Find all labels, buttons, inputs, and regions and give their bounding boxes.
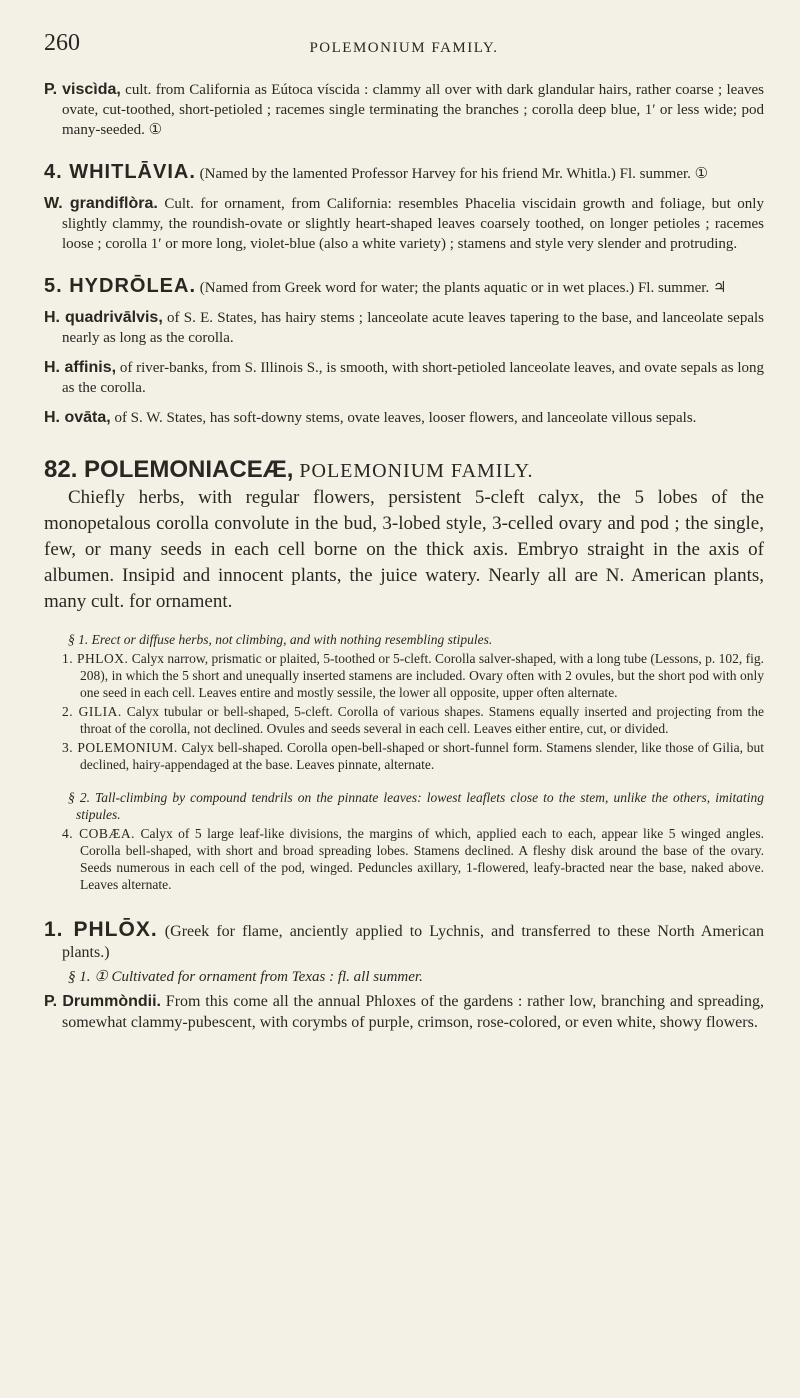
species-entry: P. viscìda, cult. from California as Eútoca víscida : clammy all over with dark glandular hairs, rather coarse ; leaves ovate, cut-toothed, short-petioled ; racemes single terminating the branches ; corolla deep blue, 1′ or less wide; pod many-seeded. ① xyxy=(44,81,764,138)
key-item: 1. PHLOX. Calyx narrow, prismatic or plaited, 5-toothed or 5-cleft. Corolla salver-shaped, with a long tube (Lessons, p. 102, fig. 208), in which the 5 short and unequally inserted stamens are included. Ovary often with 2 ovules, but the short pod with only one seed in each cell. Leaves entire and mostly sessile, the lower all opposite, upper often alternate. xyxy=(62,651,764,700)
species-entry: H. ovāta, of S. W. States, has soft-downy stems, ovate leaves, looser flowers, and lanceolate villous sepals. xyxy=(44,409,697,426)
genus-entry-whitlavia: 4. WHITLĀVIA. (Named by the lamented Professor Harvey for his friend Mr. Whitla.) Fl. summer. ① xyxy=(44,161,709,183)
key-item: 3. POLEMONIUM. Calyx bell-shaped. Corolla open-bell-shaped or short-funnel form. Stamens slender, like those of Gilia, but declined, hairy-appendaged at the base. Leaves pinnate, alternate. xyxy=(62,740,764,772)
species-entry: P. Drummòndii. From this come all the annual Phloxes of the gardens : rather low, branching and spreading, somewhat clammy-pubescent, with corymbs of purple, crimson, rose-colored, or even white, showy flowers. xyxy=(44,993,764,1031)
page-number: 260 xyxy=(44,30,80,56)
running-title: POLEMONIUM FAMILY. xyxy=(309,40,499,56)
page xyxy=(44,26,764,1033)
key-section: § 2. Tall-climbing by compound tendrils on the pinnate leaves: lowest leaflets close to the stem, unlike the others, imitating stipules. xyxy=(68,790,764,822)
genera-key xyxy=(44,631,764,893)
phlox-section: § 1. ① Cultivated for ornament from Texas : fl. all summer. xyxy=(68,969,423,985)
family-heading: 82. POLEMONIACEÆ, POLEMONIUM FAMILY. xyxy=(44,456,534,483)
species-entry: H. quadrivālvis, of S. E. States, has hairy stems ; lanceolate acute leaves tapering to the base, and lanceolate sepals nearly as long as the corolla. xyxy=(44,309,764,346)
key-section: § 1. Erect or diffuse herbs, not climbing, and with nothing resembling stipules. xyxy=(68,632,493,647)
key-item: 4. COBÆA. Calyx of 5 large leaf-like divisions, the margins of which, applied each to each, appear like 5 winged angles. Corolla bell-shaped, with short and broad spreading lobes. Stamens declined. A fleshy disk around the base of the ovary. Seeds numerous in each cell of the pod, winged. Peduncles axillary, 1-flowered, leafy-bracted near the base, naked above. Leaves alternate. xyxy=(62,826,764,892)
family-description: Chiefly herbs, with regular flowers, persistent 5-cleft calyx, the 5 lobes of the monopetalous corolla convolute in the bud, 3-lobed style, 3-celled ovary and pod ; the single, few, or many seeds in each cell borne on the thick axis. Embryo straight in the axis of albumen. Insipid and innocent plants, the juice watery. Nearly all are N. American plants, many cult. for ornament. xyxy=(44,487,764,612)
genus-entry-hydrolea: 5. HYDRŌLEA. (Named from Greek word for water; the plants aquatic or in wet places.) Fl. summer. ♃ xyxy=(44,275,727,297)
page-header xyxy=(44,26,764,66)
species-entry: H. affinis, of river-banks, from S. Illinois S., is smooth, with short-petioled lanceolate leaves, and ovate sepals as long as the corolla. xyxy=(44,359,765,396)
key-item: 2. GILIA. Calyx tubular or bell-shaped, 5-cleft. Corolla of various shapes. Stamens equally inserted and projecting from the throat of the corolla, not declined. Ovules and seeds several in each cell. Leaves either entire, cut, or divided. xyxy=(62,704,764,736)
species-entry: W. grandiflòra. Cult. for ornament, from California: resembles Phacelia viscidain growth and foliage, but only slightly clammy, the roundish-ovate or slightly heart-shaped leaves coarsely toothed, on longer petioles ; racemes loose ; corolla 1′ or more long, violet-blue (also a white variety) ; stamens and style very slender and protruding. xyxy=(44,195,764,252)
genus-entry-phlox: 1. PHLŌX. (Greek for flame, anciently applied to Lychnis, and transferred to these North American plants.) xyxy=(44,918,764,961)
